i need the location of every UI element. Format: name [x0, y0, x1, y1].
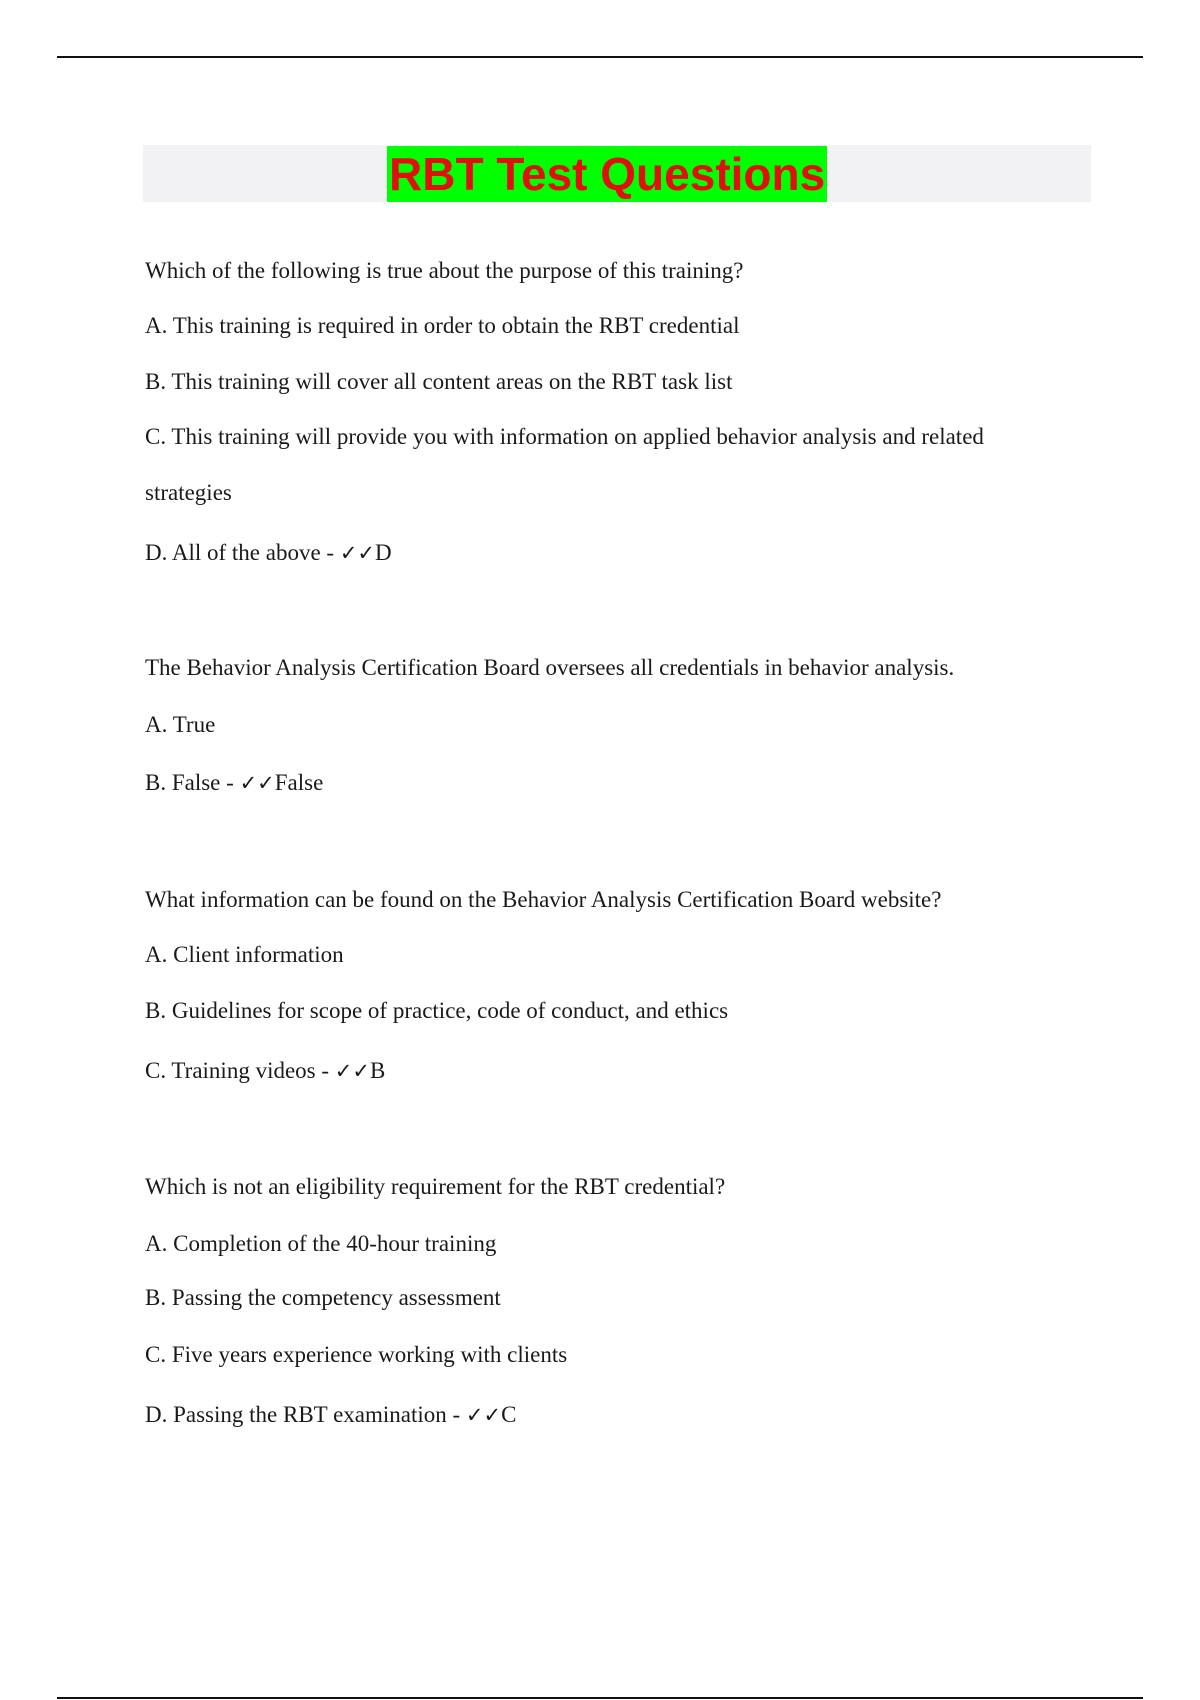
top-rule	[57, 56, 1143, 58]
question-4-option-c: C. Five years experience working with clients	[145, 1342, 568, 1367]
question-3-option-b: B. Guidelines for scope of practice, code of conduct, and ethics	[145, 998, 729, 1023]
question-2-option-b	[145, 768, 323, 798]
check-icon: ✓✓	[239, 771, 275, 795]
bottom-rule	[57, 1697, 1143, 1699]
answer-key: C	[501, 1402, 517, 1427]
question-4-option-b: B. Passing the competency assessment	[145, 1285, 501, 1310]
question-2-text: The Behavior Analysis Certification Board oversees all credentials in behavior analysis.	[145, 655, 955, 680]
option-text: D. Passing the RBT examination -	[145, 1402, 466, 1427]
option-text: B. False -	[145, 770, 240, 795]
question-1-text: Which of the following is true about the purpose of this training?	[145, 258, 744, 283]
answer-key: D	[375, 540, 392, 565]
page-title: RBT Test Questions	[389, 148, 826, 200]
question-1-option-d	[145, 538, 392, 568]
question-4-option-a: A. Completion of the 40-hour training	[145, 1231, 497, 1256]
answer-key: B	[369, 1058, 386, 1083]
option-text: D. All of the above -	[145, 540, 340, 565]
question-4-text: Which is not an eligibility requirement for the RBT credential?	[145, 1174, 726, 1199]
check-icon: ✓✓	[465, 1403, 502, 1427]
question-1-option-b: B. This training will cover all content areas on the RBT task list	[145, 369, 733, 394]
question-1-option-c-continued: strategies	[145, 480, 232, 505]
question-4-option-d	[145, 1400, 516, 1430]
question-1-option-a: A. This training is required in order to obtain the RBT credential	[145, 313, 740, 338]
question-1-option-c: C. This training will provide you with information on applied behavior analysis and related	[145, 424, 984, 449]
question-2-option-a: A. True	[145, 712, 216, 737]
check-icon: ✓✓	[339, 541, 376, 565]
answer-key: False	[274, 770, 324, 795]
question-3-option-c	[145, 1056, 385, 1086]
question-3-option-a: A. Client information	[145, 942, 344, 967]
option-text: C. Training videos -	[145, 1058, 335, 1083]
check-icon: ✓✓	[334, 1059, 370, 1083]
question-3-text: What information can be found on the Behavior Analysis Certification Board website?	[145, 887, 942, 912]
